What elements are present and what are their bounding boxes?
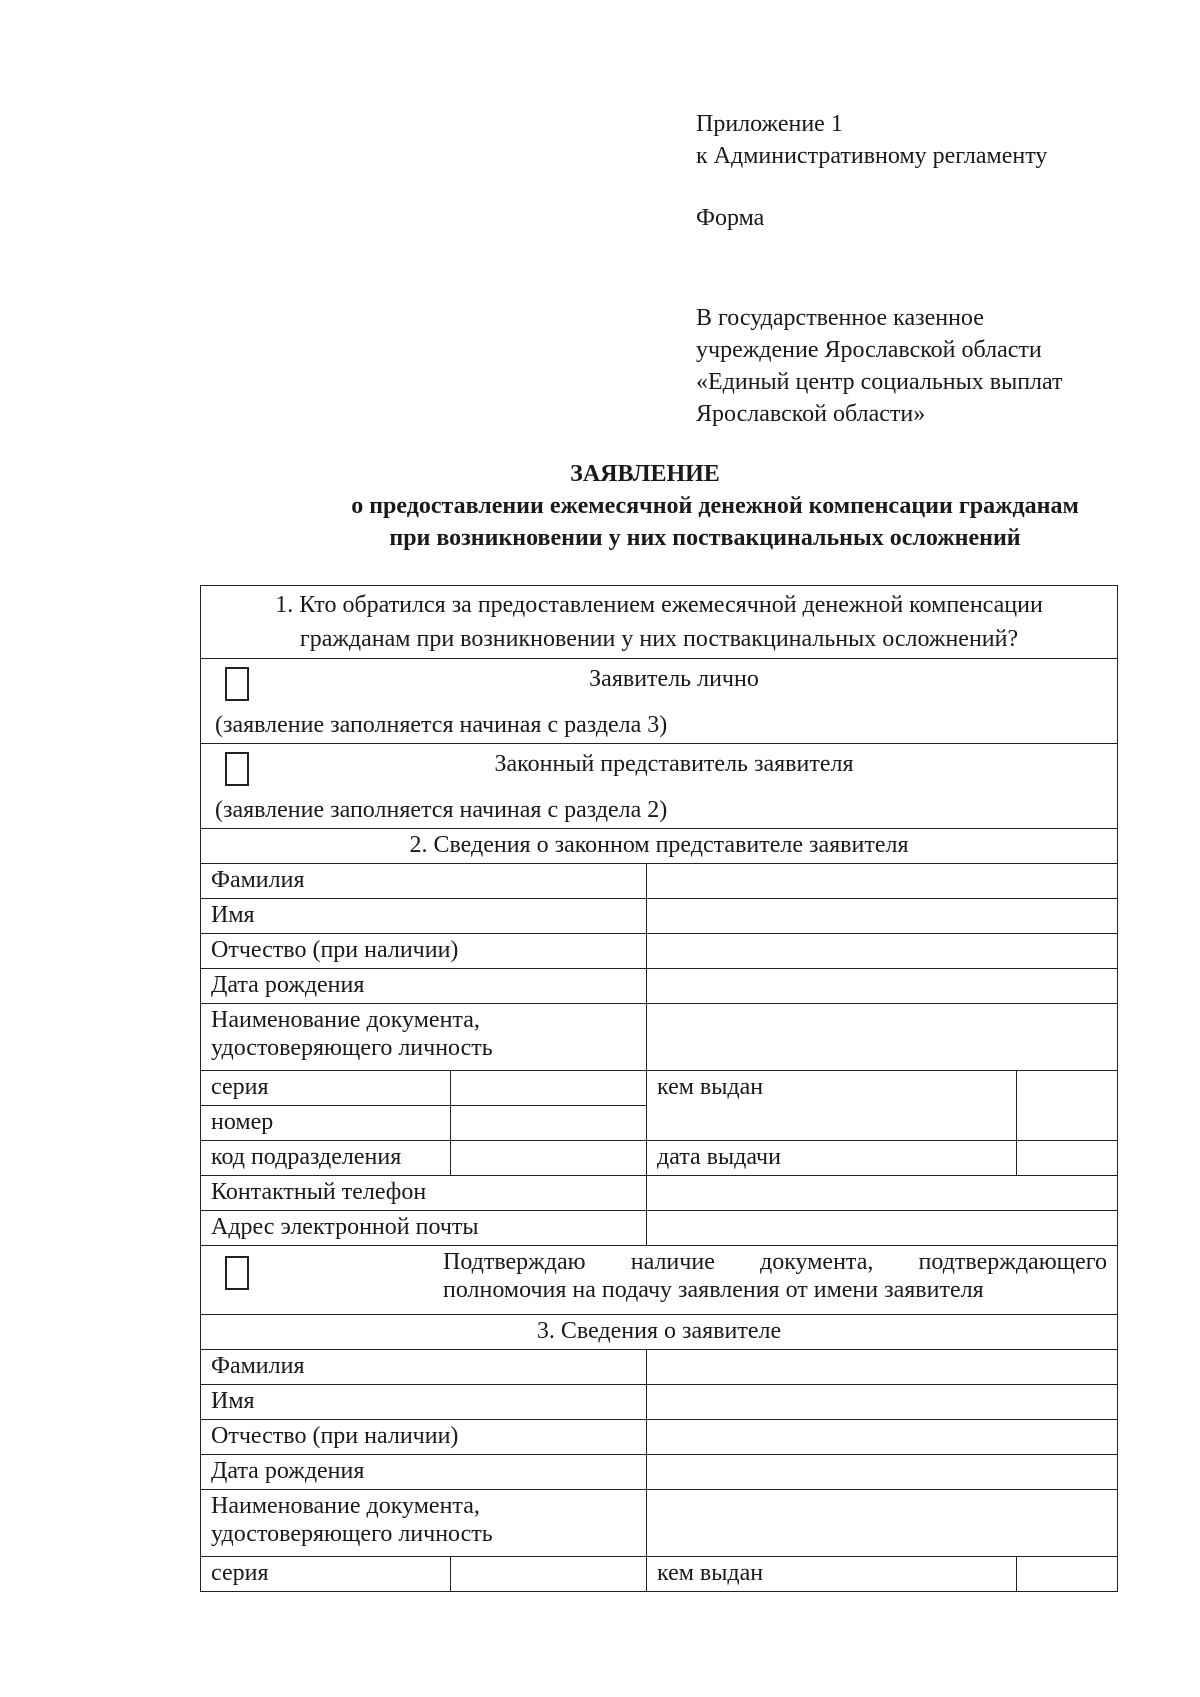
app-series-field[interactable] [451, 1557, 647, 1592]
section2-heading-row [201, 829, 1118, 864]
rep-phone-field[interactable] [647, 1176, 1118, 1211]
title-sub-1: о предоставлении ежемесячной денежной компенсации гражданам [351, 493, 1079, 519]
app-id-doc-label [201, 1490, 647, 1557]
section1-question-line-1: 1. Кто обратился за предоставлением ежемесячной денежной компенсации [275, 592, 1043, 618]
section1-question-line-2: гражданам при возникновении у них поствакцинальных осложнений? [299, 626, 1019, 652]
rep-name-label: Имя [201, 899, 647, 934]
rep-email-row [201, 1211, 1118, 1246]
rep-name-row [201, 899, 1118, 934]
rep-issue-date-field[interactable] [1017, 1141, 1118, 1176]
confirm-authority-line-1: Подтверждаю наличие документа, подтверждающего [443, 1249, 1107, 1275]
rep-name-field[interactable] [647, 899, 1118, 934]
option-representative-label: Законный представитель заявителя [494, 751, 854, 777]
option-representative-note: (заявление заполняется начиная с раздела 2) [215, 797, 668, 823]
rep-id-doc-row [201, 1004, 1118, 1071]
app-name-field[interactable] [647, 1385, 1118, 1420]
app-issued-by-label: кем выдан [647, 1557, 1017, 1592]
rep-id-doc-label-line-2: удостоверяющего личность [211, 1035, 493, 1061]
option-representative-row [201, 744, 1118, 829]
confirm-authority-row [201, 1246, 1118, 1315]
recipient-line-1: В государственное казенное [696, 305, 984, 331]
rep-division-code-row [201, 1141, 1118, 1176]
recipient-block [696, 302, 1176, 430]
rep-patronymic-field[interactable] [647, 934, 1118, 969]
rep-email-field[interactable] [647, 1211, 1118, 1246]
section1-question-row [201, 586, 1118, 659]
app-id-doc-label-line-2: удостоверяющего личность [211, 1521, 493, 1547]
rep-issued-by-label: кем выдан [647, 1071, 1017, 1141]
rep-series-field[interactable] [451, 1071, 647, 1106]
recipient-line-4: Ярославской области» [696, 401, 926, 427]
section2-heading: 2. Сведения о законном представителе заявителя [201, 829, 1118, 864]
application-form-table [200, 585, 1118, 1592]
section1-question [201, 586, 1118, 659]
app-name-row [201, 1385, 1118, 1420]
rep-division-code-field[interactable] [451, 1141, 647, 1176]
form-label: Форма [696, 205, 765, 231]
app-id-doc-label-line-1: Наименование документа, [211, 1493, 480, 1519]
rep-issued-by-field[interactable] [1017, 1071, 1118, 1141]
rep-phone-label: Контактный телефон [201, 1176, 647, 1211]
app-surname-label: Фамилия [201, 1350, 647, 1385]
rep-surname-field[interactable] [647, 864, 1118, 899]
appendix-caption [696, 108, 1176, 172]
recipient-line-2: учреждение Ярославской области [696, 337, 1042, 363]
document-title [0, 458, 1200, 554]
app-birth-date-label: Дата рождения [201, 1455, 647, 1490]
rep-id-doc-label [201, 1004, 647, 1071]
confirm-authority-checkbox[interactable] [225, 1256, 249, 1290]
option-personal-note: (заявление заполняется начиная с раздела 3) [215, 712, 668, 738]
rep-surname-label: Фамилия [201, 864, 647, 899]
app-issued-by-field[interactable] [1017, 1557, 1118, 1592]
rep-birth-date-label: Дата рождения [201, 969, 647, 1004]
app-patronymic-field[interactable] [647, 1420, 1118, 1455]
option-personal-row [201, 659, 1118, 744]
rep-series-row [201, 1071, 1118, 1106]
rep-number-label: номер [201, 1106, 451, 1141]
rep-id-doc-label-line-1: Наименование документа, [211, 1007, 480, 1033]
rep-number-field[interactable] [451, 1106, 647, 1141]
app-surname-row [201, 1350, 1118, 1385]
rep-email-label: Адрес электронной почты [201, 1211, 647, 1246]
section3-heading: 3. Сведения о заявителе [201, 1315, 1118, 1350]
app-series-row [201, 1557, 1118, 1592]
app-surname-field[interactable] [647, 1350, 1118, 1385]
section3-heading-row [201, 1315, 1118, 1350]
option-personal-label: Заявитель лично [589, 666, 759, 692]
rep-birth-date-row [201, 969, 1118, 1004]
rep-issue-date-label: дата выдачи [647, 1141, 1017, 1176]
rep-division-code-label: код подразделения [201, 1141, 451, 1176]
rep-surname-row [201, 864, 1118, 899]
appendix-line-2: к Административному регламенту [696, 143, 1048, 169]
app-birth-date-field[interactable] [647, 1455, 1118, 1490]
app-series-label: серия [201, 1557, 451, 1592]
title-sub-2: при возникновении у них поствакцинальных осложнений [389, 525, 1021, 551]
option-personal-cell [201, 659, 1118, 744]
confirm-authority-line-2: полномочия на подачу заявления от имени заявителя [443, 1277, 984, 1303]
app-id-doc-row [201, 1490, 1118, 1557]
app-patronymic-label: Отчество (при наличии) [201, 1420, 647, 1455]
app-name-label: Имя [201, 1385, 647, 1420]
app-patronymic-row [201, 1420, 1118, 1455]
rep-patronymic-row [201, 934, 1118, 969]
recipient-line-3: «Единый центр социальных выплат [696, 369, 1063, 395]
app-birth-date-row [201, 1455, 1118, 1490]
rep-id-doc-field[interactable] [647, 1004, 1118, 1071]
rep-patronymic-label: Отчество (при наличии) [201, 934, 647, 969]
rep-series-label: серия [201, 1071, 451, 1106]
rep-birth-date-field[interactable] [647, 969, 1118, 1004]
rep-phone-row [201, 1176, 1118, 1211]
appendix-line-1: Приложение 1 [696, 111, 843, 137]
app-id-doc-field[interactable] [647, 1490, 1118, 1557]
confirm-authority-cell [201, 1246, 1118, 1315]
option-representative-cell [201, 744, 1118, 829]
title-main: ЗАЯВЛЕНИЕ [570, 461, 720, 487]
